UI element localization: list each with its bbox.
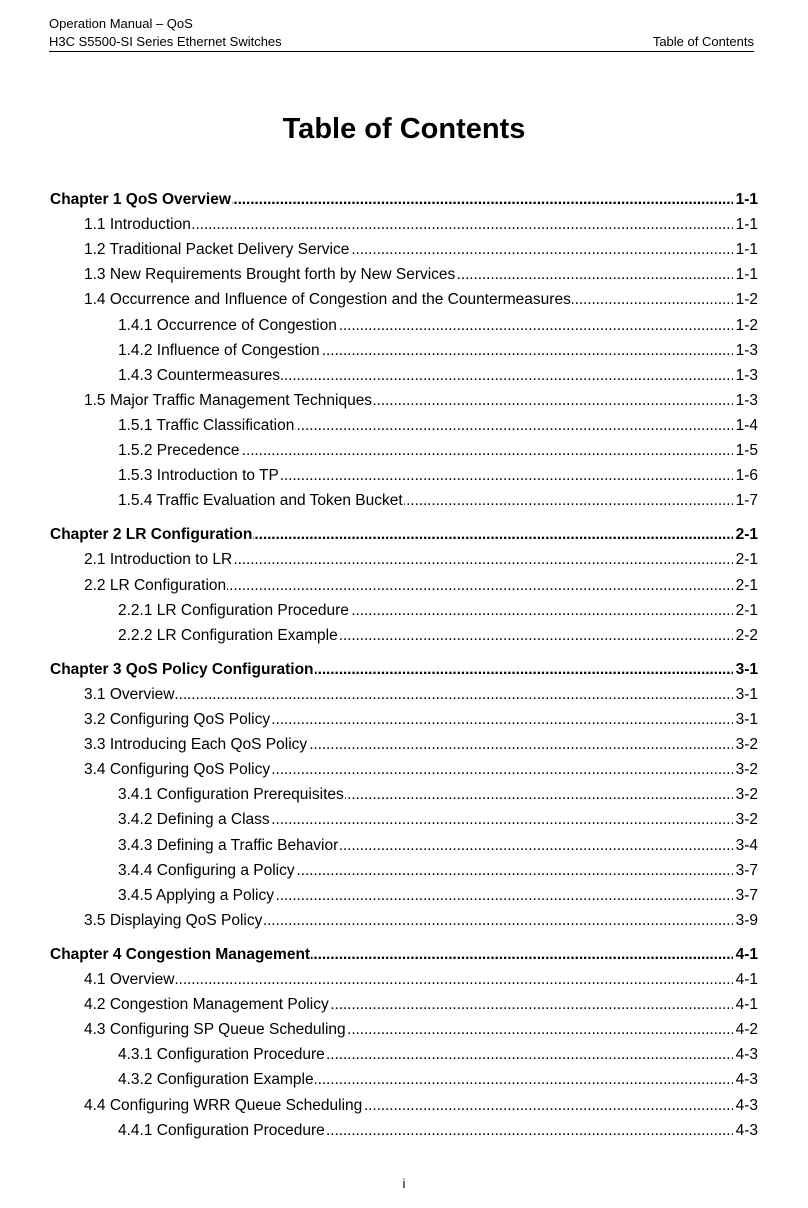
toc-dot-leader [326,1120,733,1142]
toc-entry-page: 3-1 [735,685,758,703]
page-number: i [402,1176,406,1191]
toc-entry-page: 4-1 [735,945,758,963]
toc-entry-title: 2.2 LR Configuration [84,576,227,594]
toc-dot-leader [338,315,733,337]
toc-entry[interactable] [84,264,758,286]
toc-entry[interactable] [118,440,758,462]
header-manual-title: Operation Manual – QoS [49,16,193,31]
toc-dot-leader [373,390,733,412]
toc-dot-leader [311,944,733,966]
toc-entry-title: 4.3 Configuring SP Queue Scheduling [84,1021,346,1039]
toc-entry-title: 3.4 Configuring QoS Policy [84,761,271,779]
toc-dot-leader [232,189,733,211]
toc-entry[interactable] [84,734,758,756]
toc-entry-title: 3.2 Configuring QoS Policy [84,711,271,728]
toc-entry-page: 1-4 [735,416,758,434]
toc-entry-page: 4-3 [735,1046,758,1064]
toc-entry-title: 3.4.5 Applying a Policy [118,886,274,904]
toc-entry-page: 3-7 [735,886,758,904]
toc-entry-title: 1.5.1 Traffic Classification [118,416,295,434]
toc-entry[interactable] [84,994,758,1016]
toc-dot-leader [363,1095,732,1117]
toc-entry-page: 1-6 [735,467,758,485]
toc-entry-page: 2-2 [735,626,758,644]
toc-entry-page: 1-5 [735,442,758,459]
toc-entry[interactable] [118,340,758,362]
toc-entry-title: 1.4 Occurrence and Influence of Congestion and the Countermeasures [84,291,571,309]
toc-entry-title: 2.1 Introduction to LR [84,551,233,569]
toc-entry[interactable] [84,549,758,571]
toc-entry-page: 4-3 [735,1071,758,1089]
toc-dot-leader [295,415,732,437]
toc-entry-title: 4.4 Configuring WRR Queue Scheduling [84,1096,363,1114]
toc-entry[interactable] [118,860,758,882]
toc-entry-title: 1.5 Major Traffic Management Techniques [84,391,373,409]
toc-entry-title: Chapter 1 QoS Overview [50,191,231,208]
header-section-name: Table of Contents [652,34,754,49]
toc-entry-page: 1-3 [735,366,758,384]
toc-dot-leader [271,709,732,731]
toc-entry-title: 1.5.4 Traffic Evaluation and Token Bucket [118,492,403,510]
toc-entry[interactable] [118,625,758,647]
toc-entry-page: 3-1 [735,711,758,728]
toc-dot-leader [326,1044,733,1066]
toc-dot-leader [175,684,732,706]
toc-entry-page: 1-3 [735,341,758,359]
toc-entry-title: 4.1 Overview [84,971,175,988]
toc-dot-leader [271,759,732,781]
toc-dot-leader [321,340,733,362]
toc-entry[interactable] [118,835,758,857]
toc-entry-page: 2-1 [735,601,758,619]
toc-entry[interactable] [118,1069,758,1091]
toc-entry-page: 1-1 [735,191,758,208]
toc-entry-title: 2.2.1 LR Configuration Procedure [118,601,349,619]
toc-entry-title: 3.4.3 Defining a Traffic Behavior [118,836,339,854]
toc-dot-leader [345,784,733,806]
toc-entry-page: 4-3 [735,1096,758,1114]
page-title: Table of Contents [282,113,526,145]
toc-chapter-entry[interactable] [50,659,758,681]
toc-dot-leader [456,264,732,286]
toc-entry-page: 2-1 [735,551,758,569]
toc-chapter-entry[interactable] [50,524,758,546]
toc-entry[interactable] [118,809,758,831]
toc-dot-leader [271,809,733,831]
toc-dot-leader [227,575,732,597]
toc-dot-leader [315,659,733,681]
toc-entry-page: 1-3 [735,391,758,409]
toc-dot-leader [308,734,732,756]
toc-entry-page: 1-2 [735,291,758,309]
toc-chapter-entry[interactable] [50,944,758,966]
toc-dot-leader [330,994,733,1016]
toc-entry-page: 3-2 [735,736,758,754]
toc-entry-title: 1.1 Introduction [84,216,191,234]
toc-entry-title: 1.2 Traditional Packet Delivery Service [84,241,350,259]
toc-entry-page: 3-7 [735,861,758,879]
toc-entry[interactable] [118,315,758,337]
toc-entry-title: 3.3 Introducing Each QoS Policy [84,736,308,754]
toc-entry-title: 3.1 Overview [84,685,175,703]
toc-entry[interactable] [84,214,758,236]
toc-entry-title: Chapter 4 Congestion Management [50,945,311,963]
toc-entry-title: 1.3 New Requirements Brought forth by New Services [84,266,456,284]
toc-entry-page: 3-2 [735,761,758,779]
toc-entry-title: 1.5.3 Introduction to TP [118,467,279,485]
toc-entry-title: 3.4.2 Defining a Class [118,811,270,829]
toc-entry[interactable] [84,239,758,261]
toc-dot-leader [572,289,733,311]
toc-entry-title: 4.3.2 Configuration Example [118,1071,314,1089]
toc-entry-page: 4-2 [735,1021,758,1039]
toc-dot-leader [263,910,732,932]
toc-entry[interactable] [84,759,758,781]
header-product-name: H3C S5500-SI Series Ethernet Switches [49,34,282,49]
toc-dot-leader [350,600,733,622]
toc-entry[interactable] [84,390,758,412]
toc-entry-page: 2-1 [735,526,758,544]
toc-dot-leader [241,440,733,462]
toc-entry-title: 1.4.2 Influence of Congestion [118,341,320,359]
toc-dot-leader [350,239,732,261]
toc-entry[interactable] [118,1120,758,1142]
toc-entry-title: Chapter 3 QoS Policy Configuration [50,660,314,678]
toc-dot-leader [233,549,732,571]
toc-entry-page: 1-1 [735,216,758,234]
toc-dot-leader [339,835,732,857]
toc-entry-page: 3-4 [735,836,758,854]
toc-dot-leader [281,365,733,387]
toc-entry[interactable] [118,415,758,437]
toc-entry-title: 3.5 Displaying QoS Policy [84,911,263,929]
toc-entry[interactable] [118,465,758,487]
toc-entry-title: Chapter 2 LR Configuration [50,526,253,544]
toc-entry[interactable] [118,885,758,907]
toc-entry-title: 3.4.4 Configuring a Policy [118,861,295,879]
toc-entry-title: 4.2 Congestion Management Policy [84,996,329,1014]
toc-entry-page: 4-1 [735,996,758,1014]
toc-entry[interactable] [84,910,758,932]
toc-entry[interactable] [84,575,758,597]
toc-dot-leader [275,885,733,907]
toc-entry[interactable] [118,600,758,622]
toc-dot-leader [347,1019,733,1041]
toc-entry-page: 3-2 [735,786,758,804]
toc-entry-page: 1-1 [735,266,758,284]
toc-entry-title: 1.4.3 Countermeasures [118,366,280,384]
toc-entry[interactable] [118,1044,758,1066]
toc-dot-leader [253,524,732,546]
toc-entry-page: 3-2 [735,811,758,829]
toc-entry[interactable] [84,969,758,991]
toc-dot-leader [315,1069,733,1091]
toc-entry[interactable] [118,365,758,387]
toc-dot-leader [175,969,732,991]
toc-dot-leader [192,214,733,236]
toc-entry-title: 4.3.1 Configuration Procedure [118,1046,325,1064]
toc-entry-page: 1-1 [735,241,758,259]
toc-entry-page: 4-1 [735,971,758,988]
toc-entry[interactable] [84,1095,758,1117]
toc-dot-leader [280,465,733,487]
toc-entry[interactable] [84,684,758,706]
toc-entry-title: 1.5.2 Precedence [118,442,240,459]
toc-entry-page: 3-1 [735,660,758,678]
toc-dot-leader [339,625,733,647]
toc-entry-page: 3-9 [735,911,758,929]
toc-entry-page: 1-2 [735,316,758,334]
toc-dot-leader [404,490,733,512]
toc-entry-title: 1.4.1 Occurrence of Congestion [118,316,337,334]
toc-entry-title: 3.4.1 Configuration Prerequisites [118,786,344,804]
toc-entry[interactable] [118,784,758,806]
toc-entry-page: 1-7 [735,492,758,510]
toc-entry[interactable] [84,1019,758,1041]
toc-entry[interactable] [84,709,758,731]
toc-entry-page: 4-3 [735,1121,758,1139]
toc-entry[interactable] [84,289,758,311]
toc-chapter-entry[interactable] [50,189,758,211]
toc-entry-page: 2-1 [735,576,758,594]
toc-entry-title: 2.2.2 LR Configuration Example [118,626,338,644]
toc-entry-title: 4.4.1 Configuration Procedure [118,1121,325,1139]
toc-dot-leader [296,860,733,882]
toc-entry[interactable] [118,490,758,512]
